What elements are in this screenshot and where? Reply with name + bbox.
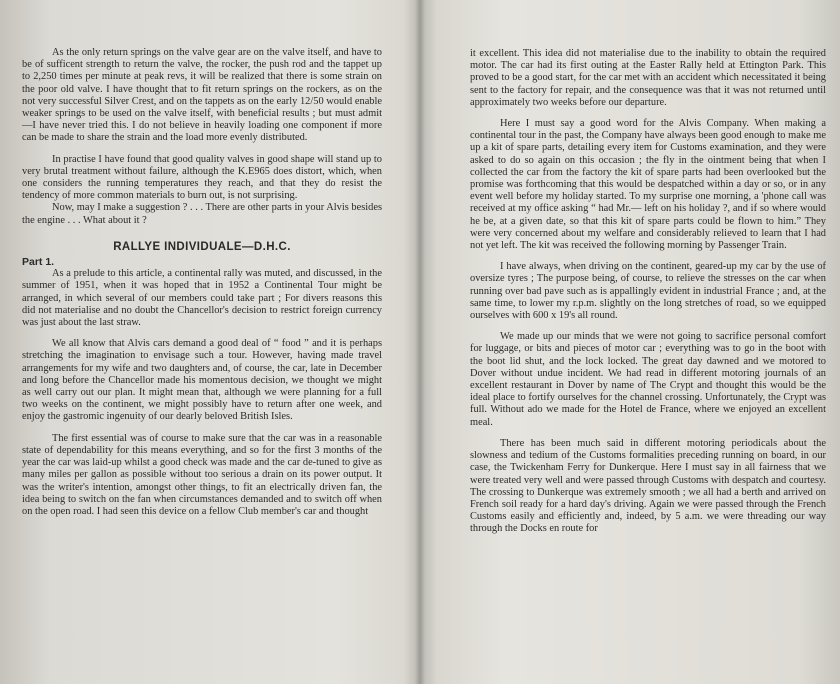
right-page: [470, 0, 826, 684]
right-page-text: [470, 0, 826, 536]
book-gutter: [415, 0, 425, 684]
paragraph: As the only return springs on the valve gear are on the valve itself, and have to be of sufficent strength to return the valve, the rocker, the push rod and the tappet up to 2,250 times per minute at peak revs, it will be realized that there is some strain on the poor old valve. I have thought that to fit return springs on the rockers, as on the not very successful Silver Crest, and on the tappets as on the early 12/50 would enable weaker springs to be used on the valve itself, with beneficial results ; but must admit—I have never tried this. I do not believe in heavily loading one component if more can be made to share the strain and the load more evenly distributed.: [22, 47, 382, 144]
article-heading: RALLYE INDIVIDUALE—D.H.C.: [113, 240, 291, 253]
paragraph: I have always, when driving on the continent, geared-up my car by the use of oversize tyres ; The purpose being, of course, to relieve the stresses on the car when running over bad pave such as is appallingly evident in industrial France ; and, at the same time, to lower my r.p.m. slightly on the long stretches of road, so we equipped ourselves with 600 x 19's all round.: [470, 261, 826, 322]
paragraph: Here I must say a good word for the Alvis Company. When making a continental tour in the past, the Company have always been good enough to make me up a kit of spare parts, detailing every item for Customs examination, and they were asked to do so again on this occasion ; the fly in the ointment being that when I collected the car from the factory the kit of spare parts had been overlooked but the promise was forthcoming that this would be despatched within a day or so, or in any event well before my holiday started. To my surprise one morning, a 'phone call was received at my office asking “ had Mr.— left on his holiday ?, and if so where would he be, at a given date, so that this kit of spare parts could be flown to him.” They were very concerned about my welfare and considerably relieved to learn that I had not yet left. The kit was received the following morning by Passenger Train.: [470, 118, 826, 252]
paragraph: We all know that Alvis cars demand a good deal of “ food ” and it is perhaps stretching the imagination to envisage such a tour. However, having made travel arrangements for my wife and two daughters and, of course, the car, late in December and long before the Chancellor made his momentous decision, we thought we might as well carry out our plan. It might mean that, although we were planning for a full two weeks on the continent, we might possibly have to return after one week, and enjoy the gastromic ingenuity of our dearly beloved British Isles.: [22, 338, 382, 423]
paragraph: As a prelude to this article, a continental rally was muted, and discussed, in the summer of 1951, when it was hoped that in 1952 a Continental Tour might be arranged, in which several of our members could take part ; For divers reasons this did not materialise and no doubt the Chancellor's decision to restrict foreign currency was just about the last straw.: [22, 268, 382, 329]
paragraph: it excellent. This idea did not materialise due to the inability to obtain the required motor. The car had its first outing at the Easter Rally held at Ettington Park. This proved to be a good start, for the car met with an accident which necessitated it being sent to the factory for repair, and the consequence was that it was not returned until approximately two weeks before our departure.: [470, 48, 826, 108]
left-page-text: [22, 0, 382, 518]
paragraph: There has been much said in different motoring periodicals about the slowness and tedium of the Customs formalities preceding running on board, in our case, the Twickenham Ferry for Dunkerque. Here I must say in all fairness that we were treated very well and were passed through Customs with despatch and courtesy. The crossing to Dunkerque was extremely smooth ; we all had a berth and arrived on French soil ready for a hard day's driving. Again we were passed through the French Customs easily and efficiently and, indeed, by 5 a.m. we were threading our way through the Docks en route for: [470, 437, 826, 535]
left-page: [22, 0, 382, 684]
paragraph: In practise I have found that good quality valves in good shape will stand up to very brutal treatment without failure, although the K.E965 does distort, which, when one considers the running temperatures they reach, and that they do resist the tendency of more common materials to burn out, is not surprising.: [22, 153, 382, 202]
part-label: Part 1.: [22, 256, 55, 269]
paragraph: Now, may I make a suggestion ? . . . There are other parts in your Alvis besides the engine . . . What about it ?: [22, 202, 382, 226]
paragraph: We made up our minds that we were not going to sacrifice personal comfort for luggage, or bits and pieces of motor car ; everything was to go in the boot with the boot lid shut, and the lock locked. The great day dawned and we motored to Dover without undue incident. We had read in different motoring journals of an excellent restaurant in Dover by name of The Crypt and thought this would be the ideal place to fortify ourselves for the channel crossing. Unfortunately, the Crypt was full. Without ado we made for the Hotel de France, where we enjoyed an excellent meal.: [470, 331, 826, 428]
paragraph: The first essential was of course to make sure that the car was in a reasonable state of dependability for this means everything, and so for the first 3 months of the year the car was laid-up whilst a good check was made and the car de-tuned to give as many miles per gallon as possible without too serious a drain on its power output. It was the writer's intention, amongst other things, to fit an electrically driven fan, the idea being to switch on the fan when circumstances demanded and to switch off when on the open road. I had seen this device on a fellow Club member's car and thought: [22, 432, 382, 517]
